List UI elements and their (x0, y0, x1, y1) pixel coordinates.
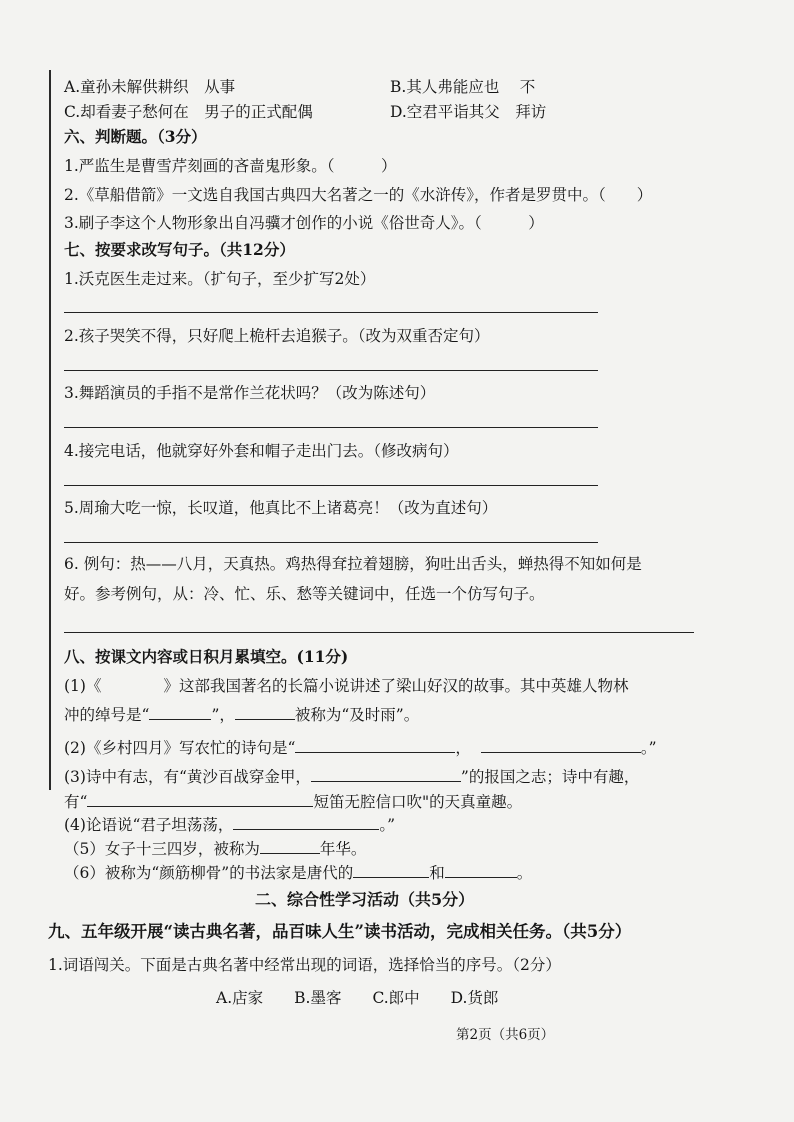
s8-q2-post: 。” (640, 739, 657, 757)
s8-q5-pre: （5）女子十三四岁，被称为 (64, 840, 260, 858)
age-term-blank[interactable] (260, 837, 320, 854)
s9-word-options: A.店家 B.墨客 C.郎中 D.货郎 (216, 989, 499, 1007)
page-number: 第2页（共6页） (456, 1027, 555, 1043)
answer-line (64, 370, 598, 371)
s6-question-1: 1.严监生是曹雪芹刻画的吝啬鬼形象。（ ） (64, 157, 397, 175)
s8-question-6 (64, 861, 532, 884)
s8-q6-pre: （6）被称为“颜筋柳骨”的书法家是唐代的 (64, 864, 354, 882)
option-c: C.却看妻子愁何在 男子的正式配偶 (64, 103, 313, 121)
s8-q6-mid: 和 (429, 864, 445, 882)
option-d: D.空君平诣其父 拜访 (390, 103, 547, 121)
poem-line-2-blank[interactable] (481, 736, 641, 753)
poem-fun-blank[interactable] (87, 790, 313, 807)
answer-line (64, 485, 598, 486)
s9-question-1: 1.词语闯关。下面是古典名著中经常出现的词语，选择恰当的序号。（2分） (48, 956, 561, 974)
answer-line (64, 312, 598, 313)
s8-q3b-post: 短笛无腔信口吹"的天真童趣。 (313, 793, 523, 811)
binding-margin-line (49, 70, 51, 790)
answer-line (64, 427, 598, 428)
s6-question-2: 2.《草船借箭》一文选自我国古典四大名著之一的《水浒传》，作者是罗贯中。（ ） (64, 186, 653, 204)
section-8-title: 八、按课文内容或日积月累填空。(11分) (64, 647, 349, 666)
s7-question-5: 5.周瑜大吃一惊，长叹道，他真比不上诸葛亮！（改为直述句） (64, 499, 498, 517)
option-b: B.其人弗能应也 不 (390, 78, 536, 96)
s8-question-3-line2 (64, 790, 522, 813)
s8-q3a-post: ”的报国之志；诗中有趣， (460, 768, 640, 786)
calligrapher-2-blank[interactable] (445, 861, 517, 878)
s8-q2-pre: (2)《乡村四月》写农忙的诗句是“ (64, 739, 296, 757)
part-2-title: 二、综合性学习活动（共5分） (255, 890, 475, 909)
analects-blank[interactable] (233, 813, 379, 830)
person-blank[interactable] (235, 703, 295, 720)
s7-question-6-line2: 好。参考例句，从：冷、忙、乐、愁等关键词中，任选一个仿写句子。 (64, 585, 545, 603)
poem-line-1-blank[interactable] (295, 736, 455, 753)
s8-q3a-pre: (3)诗中有志，有“黄沙百战穿金甲， (64, 768, 311, 786)
section-9-title: 九、五年级开展“读古典名著，品百味人生”读书活动，完成相关任务。（共5分） (48, 922, 632, 941)
s8-q1b-pre: 冲的绰号是“ (64, 706, 150, 724)
section-7-title: 七、按要求改写句子。（共12分） (64, 240, 295, 259)
s8-q1-post: 》这部我国著名的长篇小说讲述了梁山好汉的故事。其中英雄人物林 (163, 677, 629, 695)
s8-question-1-line2 (64, 703, 419, 726)
s8-question-5 (64, 837, 366, 860)
s8-question-1-line1 (64, 675, 628, 697)
s8-question-2 (64, 736, 657, 759)
calligrapher-1-blank[interactable] (353, 861, 429, 878)
s8-question-3-line1 (64, 765, 639, 788)
option-a: A.童孙未解供耕织 从事 (64, 78, 236, 96)
s7-question-3: 3.舞蹈演员的手指不是常作兰花状吗？（改为陈述句） (64, 384, 436, 402)
s7-question-4: 4.接完电话，他就穿好外套和帽子走出门去。（修改病句） (64, 442, 459, 460)
s8-q4-post: 。” (379, 816, 396, 834)
s7-question-2: 2.孩子哭笑不得，只好爬上桅杆去追猴子。（改为双重否定句） (64, 327, 490, 345)
answer-line (64, 542, 598, 543)
s8-q6-post: 。 (516, 864, 533, 882)
s8-question-4 (64, 813, 395, 836)
s8-q4-pre: (4)论语说“君子坦荡荡， (64, 816, 234, 834)
s8-q1b-mid: ”， (211, 706, 235, 724)
answer-line (64, 632, 694, 633)
s8-q1-pre: (1)《 (64, 677, 102, 695)
s6-question-3: 3.刷子李这个人物形象出自冯骥才创作的小说《俗世奇人》。（ ） (64, 214, 544, 232)
poem-ambition-blank[interactable] (311, 765, 461, 782)
s7-question-1: 1.沃克医生走过来。（扩句子，至少扩写2处） (64, 270, 376, 288)
nickname-blank[interactable] (149, 703, 211, 720)
s8-q2-mid: ， (455, 739, 471, 757)
s8-q5-post: 年华。 (319, 840, 367, 858)
s7-question-6-line1: 6. 例句：热——八月，天真热。鸡热得耷拉着翅膀，狗吐出舌头，蝉热得不知如何是 (64, 555, 642, 573)
s8-q1b-post: 被称为“及时雨”。 (294, 706, 420, 724)
section-6-title: 六、判断题。（3分） (64, 127, 207, 146)
s8-q3b-pre: 有“ (64, 793, 88, 811)
